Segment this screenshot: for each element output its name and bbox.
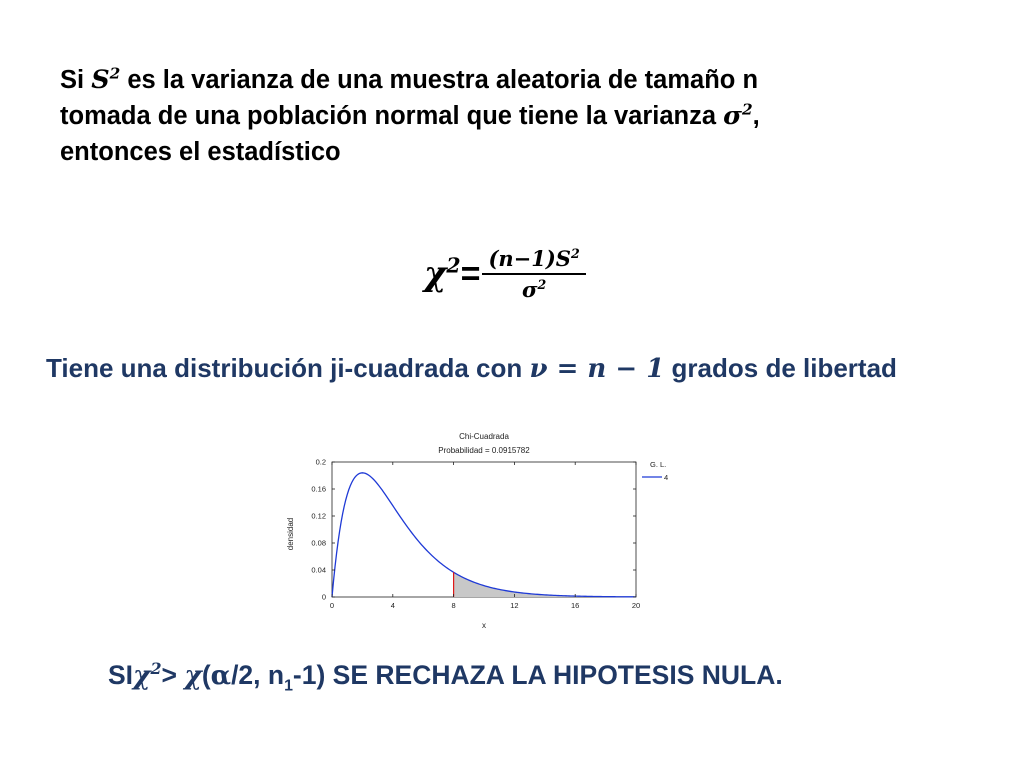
intro-si: Si bbox=[60, 66, 85, 94]
distribution-paragraph: Tiene una distribución ji-cuadrada con ν = n − 1 grados de libertad bbox=[46, 353, 897, 384]
x-tick-label: 12 bbox=[510, 601, 519, 610]
legend-entry: 4 bbox=[664, 473, 669, 482]
alpha-symbol: α bbox=[210, 660, 232, 691]
intro-line-1-text: es la varianza de una muestra aleatoria de tamaño n bbox=[120, 66, 759, 94]
conclusion-chi-function: χ bbox=[184, 660, 202, 691]
intro-line-3: entonces el estadístico bbox=[60, 138, 341, 166]
y-tick-label: 0.16 bbox=[311, 484, 326, 494]
formula-denominator: $\sigma^2$ bbox=[521, 277, 547, 302]
formula-fraction bbox=[482, 246, 585, 302]
intro-line-2-text: tomada de una población normal que tiene la varianza bbox=[60, 102, 724, 130]
legend-title: G. L. bbox=[650, 460, 667, 469]
population-variance-symbol: $\sigma^2$ bbox=[723, 100, 753, 131]
chi-square-formula bbox=[424, 234, 586, 314]
y-tick-label: 0.08 bbox=[311, 538, 326, 548]
formula-numerator: $(n-1)S^2$ bbox=[482, 246, 585, 275]
chart-subtitle: Probabilidad = 0.0915782 bbox=[438, 446, 530, 455]
chart-title: Chi-Cuadrada bbox=[459, 432, 509, 441]
x-tick-label: 0 bbox=[329, 601, 335, 610]
y-tick-label: 0.04 bbox=[311, 565, 326, 575]
degrees-of-freedom-expression: ν = n − 1 bbox=[529, 354, 665, 384]
x-axis-label: x bbox=[482, 621, 486, 630]
intro-paragraph bbox=[60, 62, 960, 170]
x-tick-label: 20 bbox=[631, 601, 641, 610]
sample-variance-symbol: $S^2$ bbox=[91, 64, 121, 95]
y-axis-label: densidad bbox=[286, 517, 295, 551]
conclusion-chi-symbol: $\chi^2$ bbox=[133, 659, 162, 691]
formula-lhs: $\chi^2$ bbox=[424, 253, 461, 294]
formula-equals: = bbox=[460, 254, 481, 293]
intro-line-2: tomada de una población normal que tiene la varianza $\sigma^2$, bbox=[60, 100, 760, 131]
x-tick-label: 16 bbox=[571, 601, 580, 610]
chi-square-chart bbox=[275, 424, 715, 636]
conclusion-statement: SIχ$^2$> χ(α/2, $n_1-1$) SE RECHAZA LA HIPOTESIS NULA. bbox=[108, 659, 783, 695]
intro-line-1 bbox=[60, 62, 960, 98]
y-tick-label: 0.12 bbox=[311, 511, 326, 521]
y-tick-label: 0 bbox=[321, 592, 326, 602]
x-tick-label: 4 bbox=[390, 601, 395, 610]
x-tick-label: 8 bbox=[451, 601, 456, 610]
y-tick-label: 0.2 bbox=[315, 457, 326, 467]
